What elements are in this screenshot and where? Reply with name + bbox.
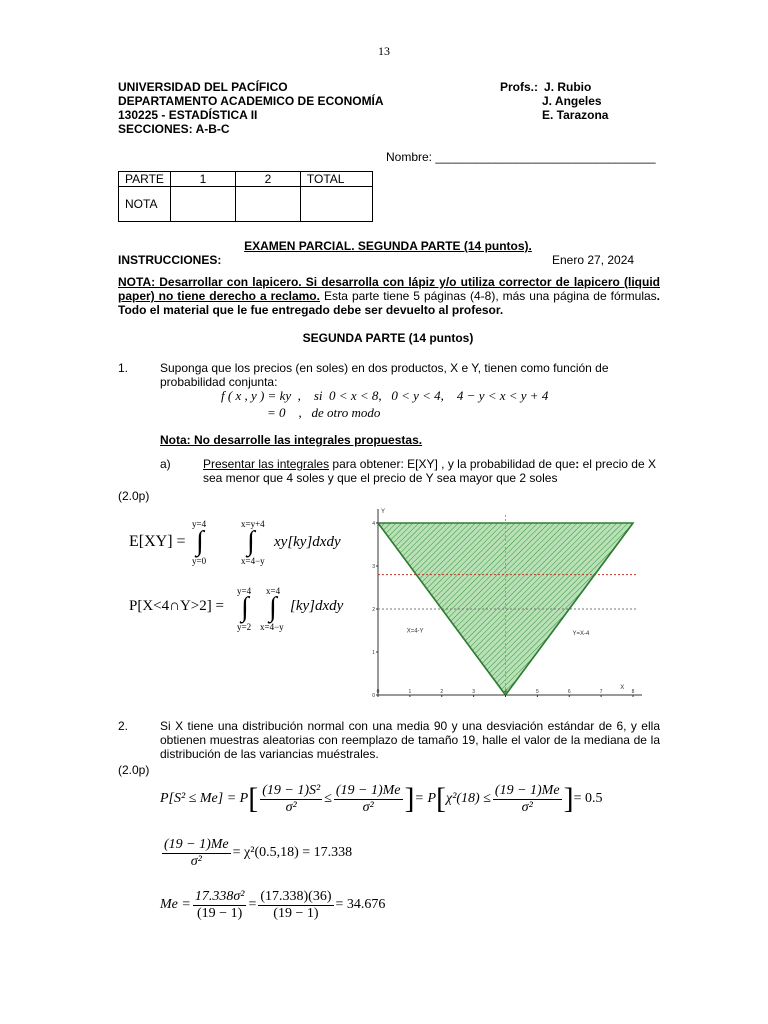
y-axis-label: Y: [381, 509, 386, 515]
eq2-inner-upper: x=4: [266, 586, 281, 596]
integral-sign: ∫: [247, 526, 255, 557]
numerator: (19 − 1)Me: [164, 836, 229, 852]
denominator: σ²: [190, 853, 202, 869]
eq1-inner-lower: x=4−y: [241, 556, 265, 566]
section-title: SEGUNDA PARTE (14 puntos): [302, 331, 474, 345]
q2-equation-2: [160, 833, 352, 873]
denominator: (19 − 1): [273, 905, 319, 921]
y-tick-label: 1: [372, 650, 375, 656]
q1a-part2: el precio de X sea menor que 4 soles y que el precio de Y sea mayor que 2 soles: [203, 457, 656, 485]
q1a-underlined: Presentar las integrales: [203, 457, 330, 471]
y-tick-label: 3: [372, 564, 375, 570]
numerator: (19 − 1)S²: [262, 782, 321, 798]
table-cell: TOTAL: [300, 172, 372, 187]
x-tick-label: 6: [567, 689, 571, 695]
eq1-integrand: xy[ky]dxdy: [274, 534, 341, 550]
prof-3: E. Tarazona: [542, 108, 609, 122]
y-tick-label: 0: [372, 693, 375, 699]
q1-function-line2: = 0 , de otro modo: [267, 405, 381, 420]
x-tick-label: 7: [599, 689, 603, 695]
q2-number: 2.: [118, 719, 129, 733]
numerator: (17.338)(36): [260, 888, 332, 904]
eq2-outer-upper: y=4: [237, 586, 252, 596]
q2-equation-1: [160, 778, 602, 820]
eq-text: Me =: [160, 897, 191, 912]
header-institution: [118, 80, 384, 136]
integral-sign: ∫: [269, 592, 277, 623]
student-name-field[interactable]: Nombre: _________________________________: [386, 150, 656, 164]
y-tick-label: 4: [372, 521, 375, 527]
x-tick-label: 1: [408, 689, 412, 695]
q2-points: (2.0p): [118, 763, 150, 777]
eq2-integrand: [ky]dxdy: [290, 598, 344, 614]
q2-equation-3: [160, 885, 385, 925]
eq-text: = P: [414, 791, 437, 806]
eq1-inner-upper: x=y+4: [241, 519, 265, 529]
fraction: [334, 783, 403, 816]
denominator: (19 − 1): [197, 905, 243, 921]
fraction: [493, 783, 562, 816]
x-axis-label: X: [620, 685, 625, 691]
x-tick-label: 4: [504, 689, 507, 695]
eq1-outer-lower: y=0: [192, 556, 207, 566]
exam-title: EXAMEN PARCIAL. SEGUNDA PARTE (14 puntos).: [244, 239, 532, 253]
instructions-label: INSTRUCCIONES:: [118, 253, 222, 267]
q1a-part1: para obtener: E[XY] , y la probabilidad de que: [329, 457, 576, 471]
prof-2: J. Angeles: [542, 94, 602, 108]
header-professors: [500, 80, 608, 122]
numerator: (19 − 1)Me: [335, 782, 401, 798]
numerator: (19 − 1)Me: [494, 782, 560, 798]
denominator: σ²: [285, 799, 297, 815]
eq1-outer-upper: y=4: [192, 519, 207, 529]
table-cell: 2: [235, 172, 300, 187]
integral-sign: ∫: [241, 592, 249, 623]
q2-text: Si X tiene una distribución normal con una media 90 y una desviación estándar de 6, y ella obtienen muestras aleatorias con reemplazo de tamaño 19, halle el valor de la mediana de la distribución de las variancias muéstrales.: [160, 719, 660, 761]
eq-text: χ²(18) ≤: [446, 791, 491, 806]
bracket: [: [436, 782, 447, 815]
q1-points: (2.0p): [118, 489, 150, 503]
bracket: ]: [563, 782, 574, 815]
table-cell: NOTA: [119, 187, 171, 222]
q1-note: Nota: No desarrolle las integrales propuestas.: [160, 433, 423, 447]
eq2-lhs: P[X<4∩Y>2] =: [129, 598, 224, 614]
denominator: σ²: [362, 799, 374, 815]
boundary-line-label: X=4-Y: [406, 628, 424, 635]
x-tick-label: 0: [376, 689, 380, 695]
x-tick-label: 5: [535, 689, 539, 695]
eq-text: = 0.5: [573, 791, 603, 806]
x-tick-label: 8: [631, 689, 635, 695]
x-tick-label: 3: [472, 689, 476, 695]
grades-table: [118, 171, 373, 222]
bracket: [: [248, 782, 259, 815]
eq-text: = χ²(0.5,18) = 17.338: [232, 845, 353, 860]
grade-input-1[interactable]: [170, 187, 235, 222]
nota-warning: NOTA: Desarrollar con lapicero. Si desarrolla con lápiz y/o utiliza corrector de lapicero (liquid paper) no tiene derecho a reclamo.: [118, 275, 660, 303]
table-row: [119, 172, 373, 187]
region-chart: [348, 503, 648, 705]
eq2-outer-lower: y=2: [237, 622, 252, 632]
fraction: [193, 889, 247, 922]
q1a-colon: :: [575, 457, 580, 471]
nota-pages: Esta parte tiene 5 páginas (4-8), más una página de fórmulas: [319, 289, 657, 303]
boundary-line-label: Y=X-4: [572, 630, 590, 637]
eq-text: ≤: [324, 791, 332, 806]
nota-return: Todo el material que le fue entregado debe ser devuelto al profesor.: [118, 303, 504, 317]
page-number: 13: [378, 44, 390, 58]
table-cell: 1: [170, 172, 235, 187]
q1-function-line1: f ( x , y ) = ky , si 0 < x < 8, 0 < y < 4, 4 − y < x < y + 4: [221, 388, 549, 403]
university-name: UNIVERSIDAD DEL PACÍFICO: [118, 80, 288, 94]
table-row: [119, 187, 373, 222]
x-tick-label: 2: [440, 689, 444, 695]
eq-text: P[S² ≤ Me] = P: [160, 791, 249, 806]
table-cell: PARTE: [119, 172, 171, 187]
eq-text: =: [248, 897, 257, 912]
grade-input-2[interactable]: [235, 187, 300, 222]
q1-equation-expectation: [129, 517, 186, 550]
department-name: DEPARTAMENTO ACADEMICO DE ECONOMÍA: [118, 94, 384, 108]
nota-dot: .: [656, 289, 660, 303]
bracket: ]: [404, 782, 415, 815]
integral-sign: ∫: [196, 526, 204, 557]
numerator: 17.338σ²: [194, 888, 245, 904]
q1-number: 1.: [118, 361, 129, 375]
sections: SECCIONES: A-B-C: [118, 122, 230, 136]
q1-text: Suponga que los precios (en soles) en dos productos, X e Y, tienen como función de probabilidad conjunta:: [160, 361, 609, 389]
eq1-lhs: E[XY] =: [129, 533, 186, 550]
profs-label: Profs.:: [500, 80, 539, 94]
course-name: 130225 - ESTADÍSTICA II: [118, 108, 258, 122]
nota-paragraph: [118, 275, 660, 317]
eq-text: = 34.676: [335, 897, 386, 912]
prof-1: J. Rubio: [544, 80, 592, 94]
fraction: [260, 783, 322, 816]
eq2-inner-lower: x=4−y: [260, 622, 284, 632]
grade-input-total[interactable]: [300, 187, 372, 222]
y-tick-label: 2: [372, 607, 375, 613]
fraction: [162, 837, 231, 870]
denominator: σ²: [521, 799, 533, 815]
fraction: [258, 889, 333, 922]
q1a-label: a): [160, 457, 171, 471]
q1a-text: [203, 457, 661, 485]
exam-date: Enero 27, 2024: [552, 253, 635, 267]
